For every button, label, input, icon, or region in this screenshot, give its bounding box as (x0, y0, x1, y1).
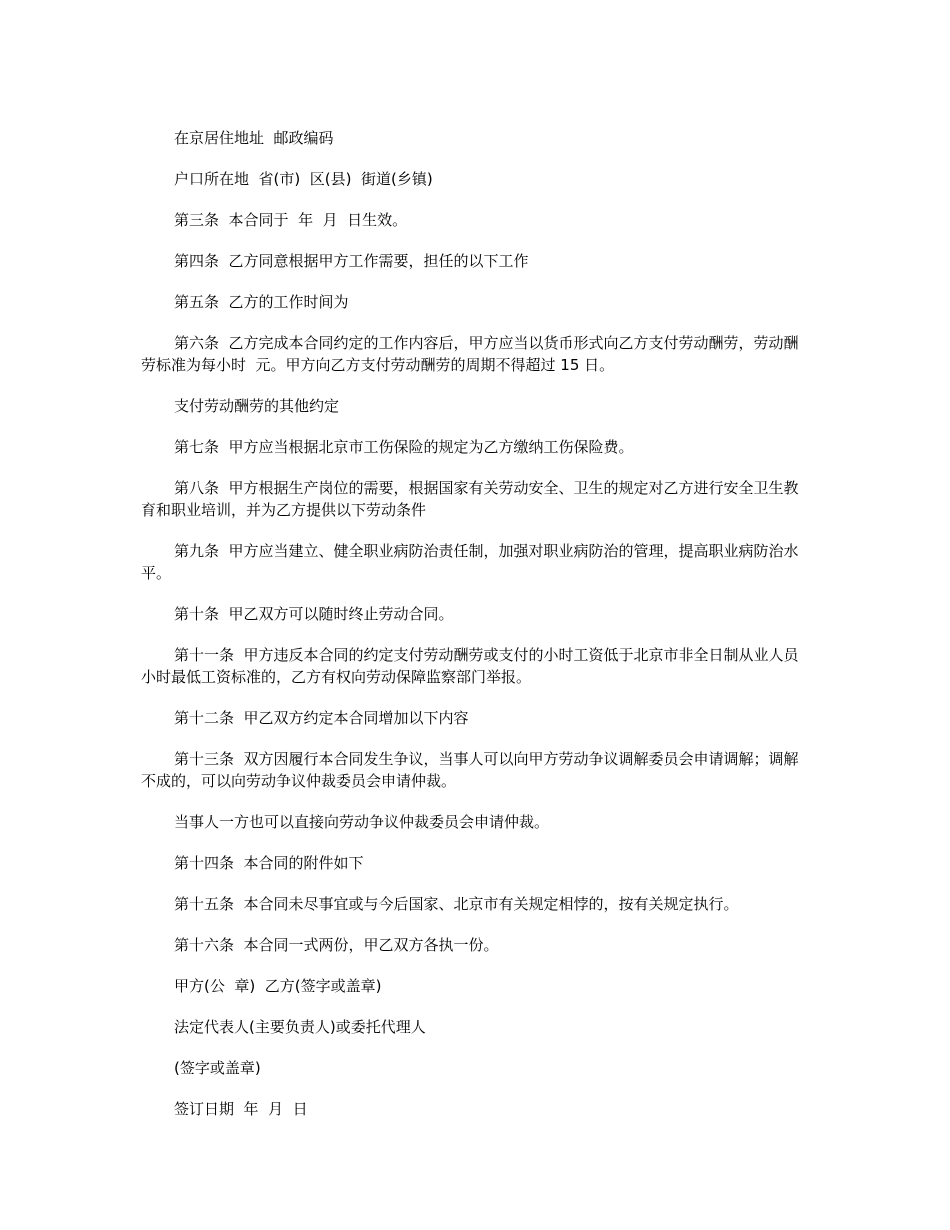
paragraph-article-6: 第六条 乙方完成本合同约定的工作内容后，甲方应当以货币形式向乙方支付劳动酬劳，劳动酬劳标准为每小时 元。甲方向乙方支付劳动酬劳的周期不得超过 15 日。 (141, 334, 799, 374)
paragraph-article-15: 第十五条 本合同未尽事宜或与今后国家、北京市有关规定相悖的，按有关规定执行。 (174, 895, 739, 913)
paragraph-parties-seal: 甲方(公 章) 乙方(签字或盖章) (174, 977, 382, 995)
paragraph-legal-rep: 法定代表人(主要负责人)或委托代理人 (174, 1018, 426, 1036)
paragraph-article-5: 第五条 乙方的工作时间为 (174, 293, 349, 311)
paragraph-article-7: 第七条 甲方应当根据北京市工伤保险的规定为乙方缴纳工伤保险费。 (174, 438, 634, 456)
paragraph-signing-date: 签订日期 年 月 日 (174, 1100, 308, 1118)
paragraph-article-16: 第十六条 本合同一式两份，甲乙双方各执一份。 (174, 936, 499, 954)
paragraph-article-4: 第四条 乙方同意根据甲方工作需要，担任的以下工作 (174, 252, 529, 270)
paragraph-article-14: 第十四条 本合同的附件如下 (174, 854, 364, 872)
paragraph-article-8: 第八条 甲方根据生产岗位的需要，根据国家有关劳动安全、卫生的规定对乙方进行安全卫生教育和职业培训，并为乙方提供以下劳动条件 (141, 479, 799, 519)
paragraph-article-10: 第十条 甲乙双方可以随时终止劳动合同。 (174, 605, 454, 623)
paragraph-article-12: 第十二条 甲乙双方约定本合同增加以下内容 (174, 709, 469, 727)
paragraph-article-9: 第九条 甲方应当建立、健全职业病防治责任制，加强对职业病防治的管理，提高职业病防治水平。 (141, 542, 799, 582)
paragraph-hukou: 户口所在地 省(市) 区(县) 街道(乡镇) (174, 170, 433, 188)
paragraph-article-13: 第十三条 双方因履行本合同发生争议，当事人可以向甲方劳动争议调解委员会申请调解；调解不成的，可以向劳动争议仲裁委员会申请仲裁。 (141, 750, 799, 790)
paragraph-arbitration: 当事人一方也可以直接向劳动争议仲裁委员会申请仲裁。 (174, 813, 550, 831)
paragraph-address: 在京居住地址 邮政编码 (174, 129, 334, 147)
paragraph-other-payment: 支付劳动酬劳的其他约定 (174, 397, 340, 415)
paragraph-article-11: 第十一条 甲方违反本合同的约定支付劳动酬劳或支付的小时工资低于北京市非全日制从业人员小时最低工资标准的，乙方有权向劳动保障监察部门举报。 (141, 646, 799, 686)
document-body (141, 127, 807, 1139)
paragraph-article-3: 第三条 本合同于 年 月 日生效。 (174, 211, 408, 229)
paragraph-sign-or-seal: (签字或盖章) (174, 1059, 261, 1077)
